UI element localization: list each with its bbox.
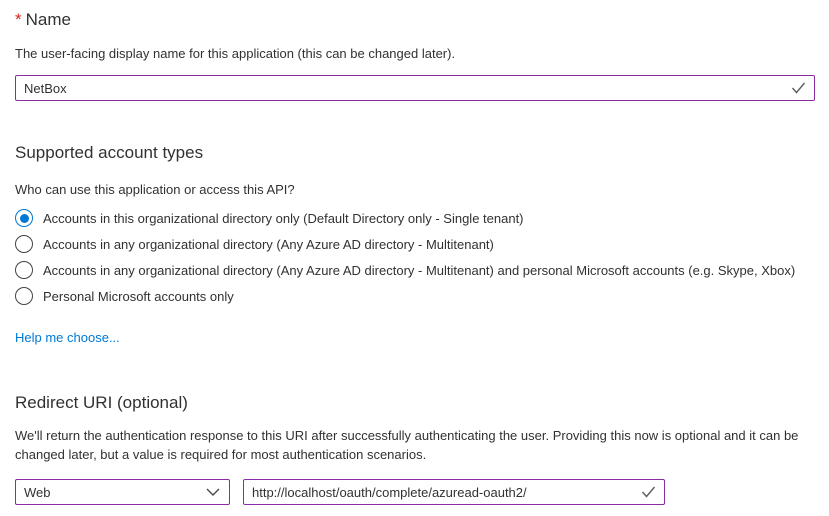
- checkmark-icon: [641, 486, 656, 498]
- account-types-title: Supported account types: [15, 143, 204, 162]
- radio-dot: [20, 214, 29, 223]
- platform-select[interactable]: [15, 479, 230, 505]
- radio-button[interactable]: [15, 261, 33, 279]
- help-me-choose-link[interactable]: Help me choose...: [15, 330, 120, 345]
- redirect-uri-description: We'll return the authentication response to this URI after successfully authenticating the user. Providing this now is optional and it can be changed later, but a value is required for most authentication scenarios.: [15, 428, 799, 462]
- radio-option-multitenant[interactable]: [15, 231, 815, 257]
- radio-option-personal-only[interactable]: [15, 283, 815, 309]
- name-section-title-text: Name: [25, 10, 71, 29]
- redirect-uri-input-wrap: [243, 479, 665, 505]
- radio-label: Accounts in this organizational directory only (Default Directory only - Single tenant): [43, 210, 524, 226]
- checkmark-icon: [791, 82, 806, 94]
- redirect-uri-title: Redirect URI (optional): [15, 393, 188, 412]
- radio-button[interactable]: [15, 209, 33, 227]
- radio-label: Accounts in any organizational directory (Any Azure AD directory - Multitenant): [43, 236, 494, 252]
- radio-label: Personal Microsoft accounts only: [43, 288, 234, 304]
- radio-button[interactable]: [15, 235, 33, 253]
- name-input-wrap: [15, 75, 815, 101]
- required-marker: *: [15, 10, 22, 29]
- radio-button[interactable]: [15, 287, 33, 305]
- platform-select-value: Web: [24, 484, 51, 500]
- name-input[interactable]: [15, 75, 815, 101]
- radio-option-multitenant-personal[interactable]: [15, 257, 815, 283]
- radio-label: Accounts in any organizational directory (Any Azure AD directory - Multitenant) and personal Microsoft accounts (e.g. Skype, Xbox): [43, 262, 796, 278]
- name-description: The user-facing display name for this application (this can be changed later).: [15, 46, 456, 61]
- chevron-down-icon: [206, 488, 220, 496]
- redirect-uri-input[interactable]: [243, 479, 665, 505]
- radio-option-single-tenant[interactable]: [15, 205, 815, 231]
- name-section-title: [15, 10, 815, 30]
- account-types-question: Who can use this application or access this API?: [15, 182, 295, 197]
- account-type-radio-group: [15, 205, 815, 309]
- redirect-uri-row: [15, 479, 815, 505]
